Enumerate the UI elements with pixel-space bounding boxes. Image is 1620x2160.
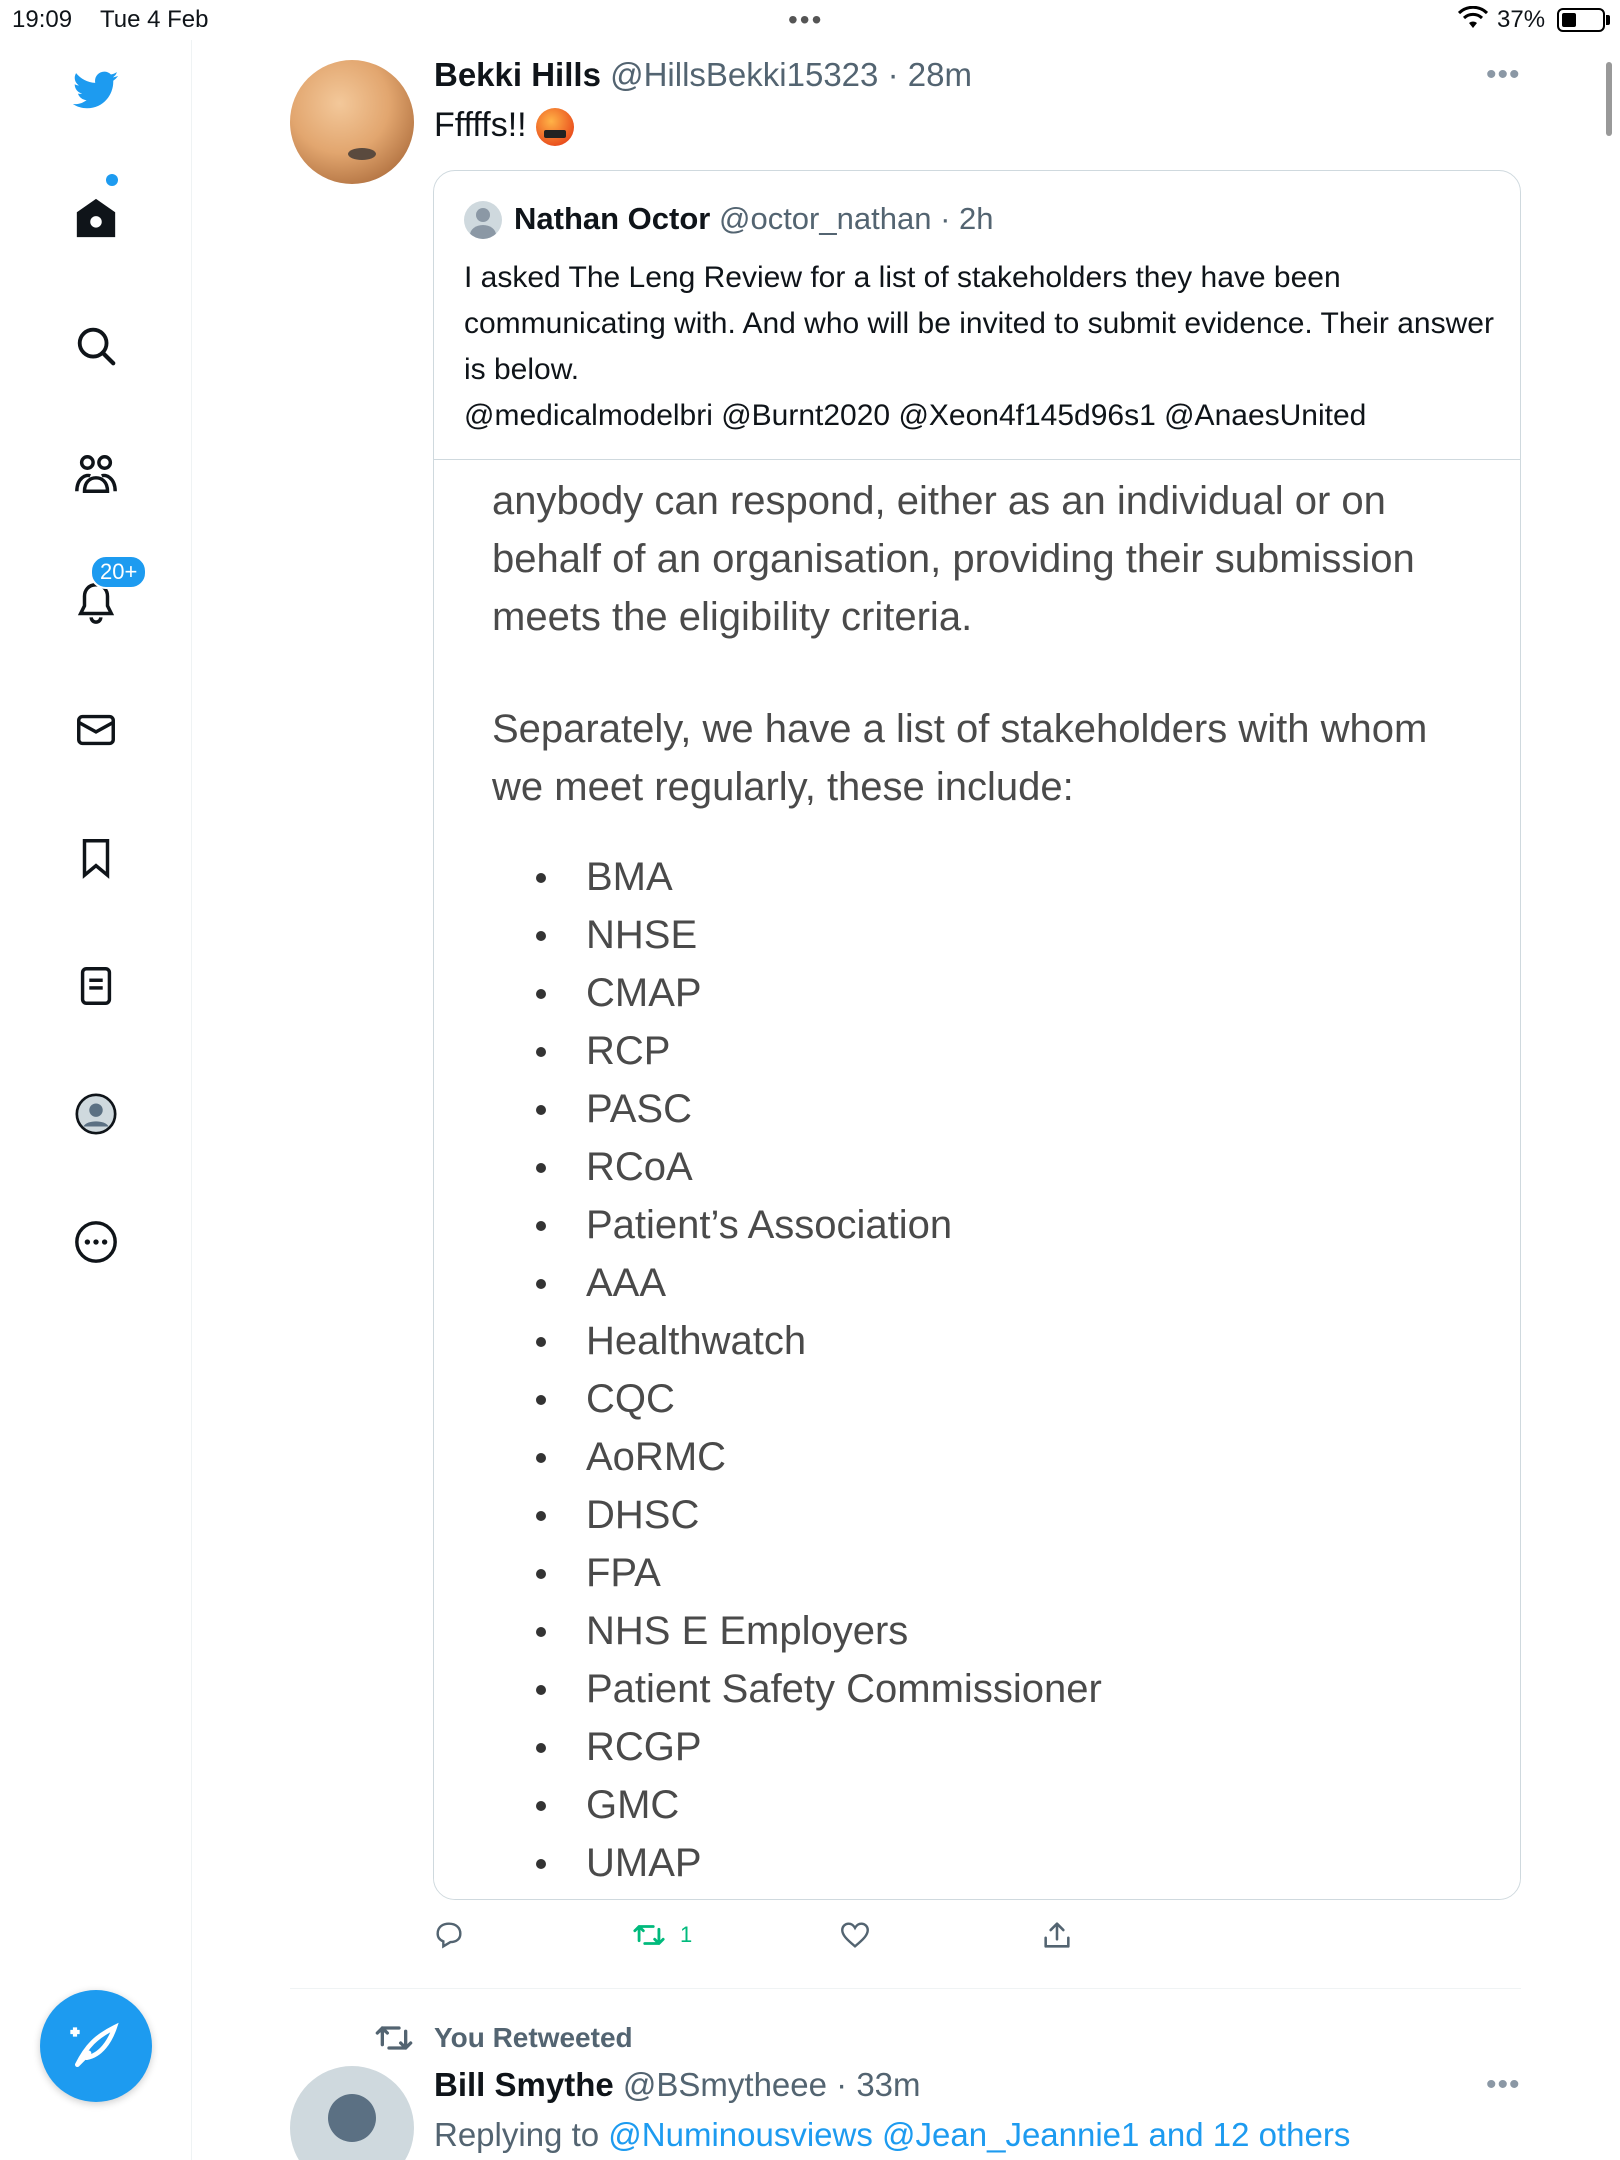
tweet-header [434, 56, 972, 94]
quoted-author-name[interactable]: Nathan Octor [514, 201, 711, 236]
list-item: Patient’s Association [492, 1196, 1102, 1254]
avatar[interactable] [290, 2066, 414, 2160]
status-date: Tue 4 Feb [100, 6, 209, 33]
time-separator: · [836, 2066, 848, 2103]
list-item: Patient Safety Commissioner [492, 1660, 1102, 1718]
stakeholder-list [492, 848, 1102, 1892]
replying-to [434, 2116, 1350, 2154]
list-item: RCoA [492, 1138, 1102, 1196]
image-paragraph-1: anybody can respond, either as an individual or on behalf of an organisation, providing their submission meets the eligibility criteria. [492, 479, 1415, 639]
list-item: NHSE [492, 906, 1102, 964]
author-name[interactable]: Bekki Hills [434, 56, 601, 93]
compose-tweet-button[interactable] [40, 1990, 152, 2102]
tweet-time[interactable]: 28m [907, 56, 972, 93]
avatar[interactable] [290, 60, 414, 184]
wifi-icon [1458, 6, 1488, 37]
quoted-time: 2h [959, 201, 994, 236]
multitasking-dots-icon[interactable]: ••• [788, 4, 824, 35]
list-item: BMA [492, 848, 1102, 906]
share-upload-icon [1040, 1918, 1074, 1952]
status-bar [0, 0, 1620, 40]
list-item: AAA [492, 1254, 1102, 1312]
sidebar-nav [0, 40, 192, 2160]
quoted-author-handle[interactable]: @octor_nathan [718, 201, 932, 236]
quoted-header [514, 201, 994, 237]
profile-avatar-icon[interactable] [70, 1088, 122, 1140]
bookmark-icon[interactable] [70, 832, 122, 884]
list-item: CMAP [492, 964, 1102, 1022]
list-item: NHS E Employers [492, 1602, 1102, 1660]
reply-button[interactable] [432, 1918, 466, 1952]
retweeted-label-text: You Retweeted [434, 2022, 633, 2053]
replying-to-prefix: Replying to [434, 2116, 600, 2153]
communities-icon[interactable] [70, 448, 122, 500]
status-time: 19:09 [12, 6, 73, 33]
compose-feather-icon [68, 2018, 124, 2074]
quoted-time-separator: · [940, 201, 951, 236]
list-item: RCP [492, 1022, 1102, 1080]
tweet-text-content: Fffffs!! [434, 106, 527, 144]
home-unread-dot [106, 174, 118, 186]
image-paragraph-2: Separately, we have a list of stakeholders with whom we meet regularly, these include: [492, 707, 1428, 809]
quoted-image[interactable] [434, 460, 1520, 1900]
quoted-text [464, 255, 1504, 439]
share-button[interactable] [1040, 1918, 1074, 1952]
author-handle[interactable]: @BSmytheee [622, 2066, 827, 2103]
list-item: AoRMC [492, 1428, 1102, 1486]
quoted-tweet-card[interactable] [433, 170, 1521, 1900]
author-handle[interactable]: @HillsBekki15323 [610, 56, 879, 93]
cursing-face-emoji-icon [536, 108, 574, 146]
tweet-header [434, 2066, 921, 2104]
retweet-icon [632, 1918, 666, 1952]
time-separator: · [887, 56, 899, 93]
home-icon[interactable] [70, 192, 122, 244]
replying-to-users-link[interactable]: @Numinousviews @Jean_Jeannie1 and 12 others [608, 2116, 1351, 2153]
heart-icon [838, 1918, 872, 1952]
author-name[interactable]: Bill Smythe [434, 2066, 614, 2103]
list-item: UMAP [492, 1834, 1102, 1892]
quoted-avatar[interactable] [464, 201, 502, 239]
like-button[interactable] [838, 1918, 872, 1952]
search-icon[interactable] [70, 320, 122, 372]
notifications-badge: 20+ [90, 555, 147, 589]
retweeted-label [374, 2018, 633, 2058]
tweet-time[interactable]: 33m [856, 2066, 921, 2103]
quoted-mentions[interactable]: @medicalmodelbri @Burnt2020 @Xeon4f145d96s1 @AnaesUnited [464, 399, 1367, 432]
retweet-count: 1 [680, 1922, 693, 1947]
reply-bubble-icon [432, 1918, 466, 1952]
battery-icon [1557, 8, 1605, 32]
list-item: RCGP [492, 1718, 1102, 1776]
list-item: Healthwatch [492, 1312, 1102, 1370]
list-item: PASC [492, 1080, 1102, 1138]
battery-percent: 37% [1497, 6, 1546, 33]
quoted-text-body: I asked The Leng Review for a list of stakeholders they have been communicating with. And who will be invited to submit evidence. Their answer is below. [464, 261, 1494, 386]
tweet-more-icon[interactable]: ••• [1486, 2068, 1521, 2101]
list-item: GMC [492, 1776, 1102, 1834]
messages-envelope-icon[interactable] [70, 704, 122, 756]
list-item: CQC [492, 1370, 1102, 1428]
retweet-button[interactable] [632, 1918, 692, 1952]
tweet-divider [290, 1988, 1521, 1989]
tweet-text [434, 106, 574, 146]
more-circle-icon[interactable] [70, 1216, 122, 1268]
scrollbar[interactable] [1606, 62, 1612, 136]
tweet-more-icon[interactable]: ••• [1486, 58, 1521, 91]
list-item: FPA [492, 1544, 1102, 1602]
twitter-bird-icon[interactable] [70, 64, 122, 116]
list-item: DHSC [492, 1486, 1102, 1544]
retweeted-icon [374, 2018, 414, 2058]
lists-icon[interactable] [70, 960, 122, 1012]
